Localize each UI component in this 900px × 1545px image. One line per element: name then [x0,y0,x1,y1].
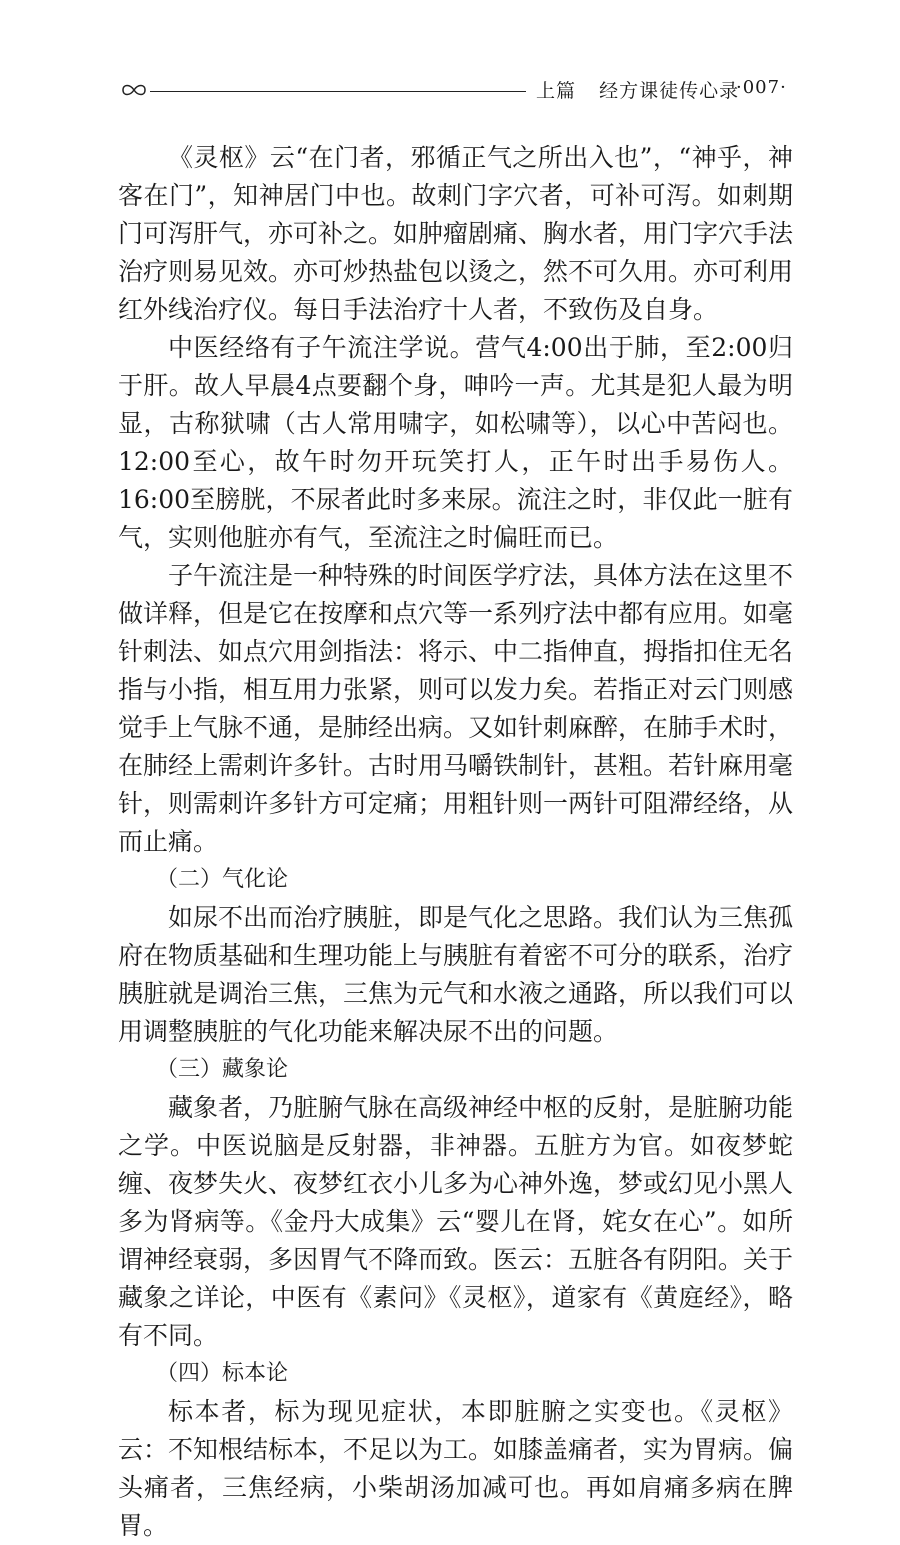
section-heading-zangxiang: （三）藏象论 [156,1057,289,1082]
page-body [118,139,793,1545]
header-book-title: 经方课徒传心录 [599,80,740,102]
paragraph-biaoben: 标本者，标为现见症状，本即脏腑之实变也。《灵枢》云：不知根结标本，不足以为工。如膝盖痛者，实为胃病。偏头痛者，三焦经病，小柴胡汤加减可也。再如肩痛多病在脾胃。 [118,1397,794,1540]
double-loop-ornament-icon [120,82,148,98]
section-heading-qihua: （二）气化论 [156,867,289,892]
page-number: ·007· [736,77,787,98]
paragraph-ziwu-therapy: 子午流注是一种特殊的时间医学疗法，具体方法在这里不做详释，但是它在按摩和点穴等一系列疗法中都有应用。如毫针刺法、如点穴用剑指法：将示、中二指伸直，拇指扣住无名指与小指，相互用力张紧，则可以发力矣。若指正对云门则感觉手上气脉不通，是肺经出病。又如针刺麻醉，在肺手术时，在肺经上需刺许多针。古时用马嚼铁制针，甚粗。若针麻用毫针，则需刺许多针方可定痛；用粗针则一两针可阻滞经络，从而止痛。 [118,561,794,856]
paragraph-lingshu-gate-points: 《灵枢》云“在门者，邪循正气之所出入也”，“神乎，神客在门”，知神居门中也。故刺门字穴者，可补可泻。如刺期门可泻肝气，亦可补之。如肿瘤剧痛、胸水者，用门字穴手法治疗则易见效。亦可炒热盐包以烫之，然不可久用。亦可利用红外线治疗仪。每日手法治疗十人者，不致伤及自身。 [118,143,794,324]
paragraph-qihua: 如尿不出而治疗胰脏，即是气化之思路。我们认为三焦孤府在物质基础和生理功能上与胰脏有着密不可分的联系，治疗胰脏就是调治三焦，三焦为元气和水液之通路，所以我们可以用调整胰脏的气化功能来解决尿不出的问题。 [118,903,794,1046]
header-rule [150,91,526,92]
paragraph-ziwu-liuzhu: 中医经络有子午流注学说。营气4:00出于肺，至2:00归于肝。故人早晨4点要翻个身，呻吟一声。尤其是犯人最为明显，古称狱啸（古人常用啸字，如松啸等），以心中苦闷也。12:00至心，故午时勿开玩笑打人，正午时出手易伤人。16:00至膀胱，不尿者此时多来尿。流注之时，非仅此一脏有气，实则他脏亦有气，至流注之时偏旺而已。 [118,333,793,552]
header-title [536,76,739,103]
paragraph-zangxiang: 藏象者，乃脏腑气脉在高级神经中枢的反射，是脏腑功能之学。中医说脑是反射器，非神器。五脏方为官。如夜梦蛇缠、夜梦失火、夜梦红衣小儿多为心神外逸，梦或幻见小黑人多为肾病等。《金丹大成集》云“婴儿在肾，姹女在心”。如所谓神经衰弱，多因胃气不降而致。医云：五脏各有阴阳。关于藏象之详论，中医有《素问》《灵枢》，道家有《黄庭经》，略有不同。 [118,1093,794,1350]
section-heading-biaoben: （四）标本论 [156,1361,289,1386]
running-header [0,72,900,108]
header-part-label: 上篇 [536,80,577,102]
